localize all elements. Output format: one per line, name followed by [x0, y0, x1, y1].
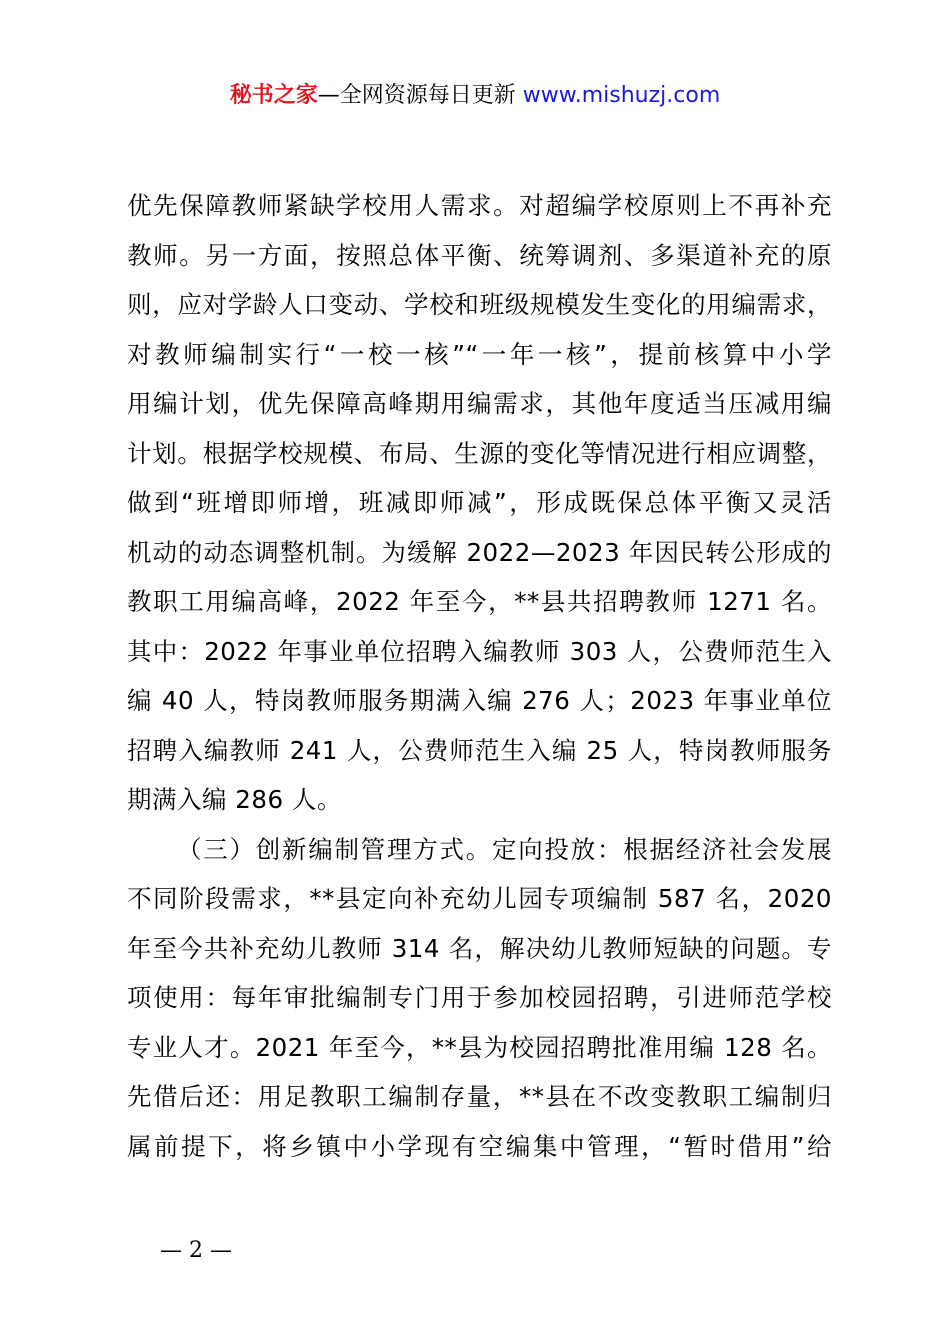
text-line: 则，应对学龄人口变动、学校和班级规模发生变化的用编需求， [127, 290, 832, 319]
text-line: 用编计划，优先保障高峰期用编需求，其他年度适当压减用编 [127, 389, 832, 418]
text-line: 做到“班增即师增，班减即师减”，形成既保总体平衡又灵活 [127, 488, 832, 517]
site-brand: 秘书之家 [229, 83, 318, 108]
paragraph-1 [127, 181, 832, 825]
text-line: 编 40 人，特岗教师服务期满入编 276 人；2023 年事业单位 [127, 686, 832, 715]
text-line: 计划。根据学校规模、布局、生源的变化等情况进行相应调整， [127, 438, 832, 468]
site-url-link[interactable]: www.mishuzj.com [522, 83, 721, 108]
paragraph-2 [127, 825, 832, 1172]
text-line: 先借后还：用足教职工编制存量，**县在不改变教职工编制归 [127, 1082, 832, 1111]
text-line: 年至今共补充幼儿教师 314 名，解决幼儿教师短缺的问题。专 [127, 933, 832, 963]
text-line: （三）创新编制管理方式。定向投放：根据经济社会发展 [177, 834, 832, 864]
text-line: 项使用：每年审批编制专门用于参加校园招聘，引进师范学校 [127, 983, 832, 1012]
site-tagline: —全网资源每日更新 [317, 83, 516, 108]
text-line: 其中：2022 年事业单位招聘入编教师 303 人，公费师范生入 [127, 636, 832, 666]
text-line: 对教师编制实行“一校一核”“一年一核”，提前核算中小学 [127, 339, 832, 369]
site-header [0, 78, 950, 114]
text-line: 期满入编 286 人。 [127, 785, 342, 814]
text-line: 不同阶段需求，**县定向补充幼儿园专项编制 587 名，2020 [127, 884, 832, 913]
text-line: 教职工用编高峰，2022 年至今，**县共招聘教师 1271 名。 [127, 587, 832, 616]
text-line: 教师。另一方面，按照总体平衡、统筹调剂、多渠道补充的原 [127, 240, 832, 270]
text-line: 专业人才。2021 年至今，**县为校园招聘批准用编 128 名。 [127, 1032, 832, 1062]
text-line: 优先保障教师紧缺学校用人需求。对超编学校原则上不再补充 [127, 191, 832, 220]
text-line: 机动的动态调整机制。为缓解 2022—2023 年因民转公形成的 [127, 537, 832, 567]
text-line: 属前提下，将乡镇中小学现有空编集中管理，“暂时借用”给 [127, 1131, 832, 1161]
page-number: — 2 — [160, 1238, 232, 1263]
text-line: 招聘入编教师 241 人，公费师范生入编 25 人，特岗教师服务 [127, 735, 832, 765]
document-body [127, 181, 832, 1171]
